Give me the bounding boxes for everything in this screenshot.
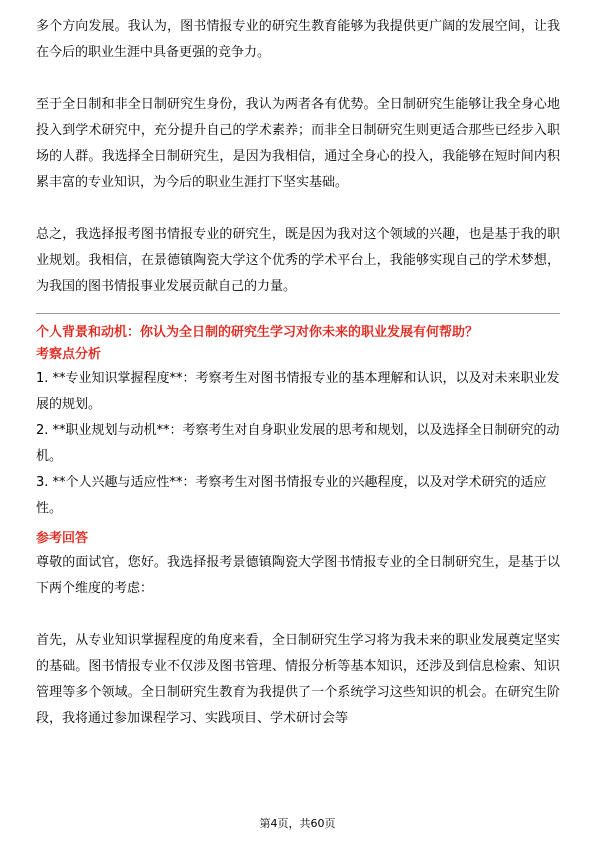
answer-body: 首先，从专业知识掌握程度的角度来看，全日制研究生学习将为我未来的职业发展奠定坚实的基础。图书情报专业不仅涉及图书管理、情报分析等基本知识，还涉及到信息检索、知识管理等多个领域。全日制研究生教育为我提供了一个系统学习这些知识的机会。在研究生阶段，我将通过参加课程学习、实践项目、学术研讨会等 [36, 633, 560, 726]
paragraph-career-prospects: 多个方向发展。我认为，图书情报专业的研究生教育能够为我提供更广阔的发展空间，让我在今后的职业生涯中具备更强的竞争力。 [36, 19, 560, 60]
answer-intro: 尊敬的面试官，您好。我选择报考景德镇陶瓷大学图书情报专业的全日制研究生，是基于以下两个维度的考虑： [36, 555, 560, 596]
interview-question: 个人背景和动机：你认为全日制的研究生学习对你未来的职业发展有何帮助？ [36, 325, 479, 340]
paragraph-gap [36, 196, 560, 222]
analysis-item: 3. **个人兴趣与适应性**：考察考生对图书情报专业的兴趣程度，以及对学术研究的适应性。 [36, 475, 547, 516]
analysis-heading: 考察点分析 [36, 347, 102, 362]
section-divider [36, 313, 560, 314]
paragraph-gap [36, 66, 560, 92]
document-page [36, 14, 560, 732]
analysis-item: 1. **专业知识掌握程度**：考察考生对图书情报专业的基本理解和认识，以及对未来职业发展的规划。 [36, 371, 560, 412]
answer-heading: 参考回答 [36, 531, 89, 546]
paragraph-fulltime-vs-parttime: 至于全日制和非全日制研究生身份，我认为两者各有优势。全日制研究生能够让我全身心地投入到学术研究中，充分提升自己的学术素养；而非全日制研究生则更适合那些已经步入职场的人群。我选择全日制研究生，是因为我相信，通过全身心的投入，我能够在短时间内积累丰富的专业知识，为今后的职业生涯打下坚实基础。 [36, 97, 560, 190]
paragraph-conclusion: 总之，我选择报考图书情报专业的研究生，既是因为我对这个领域的兴趣，也是基于我的职业规划。我相信，在景德镇陶瓷大学这个优秀的学术平台上，我能够实现自己的学术梦想，为我国的图书情报事业发展贡献自己的力量。 [36, 227, 560, 294]
page-number-footer: 第4页，共60页 [259, 817, 336, 830]
analysis-item: 2. **职业规划与动机**：考察考生对自身职业发展的思考和规划，以及选择全日制研究的动机。 [36, 423, 560, 464]
paragraph-gap [36, 602, 560, 628]
